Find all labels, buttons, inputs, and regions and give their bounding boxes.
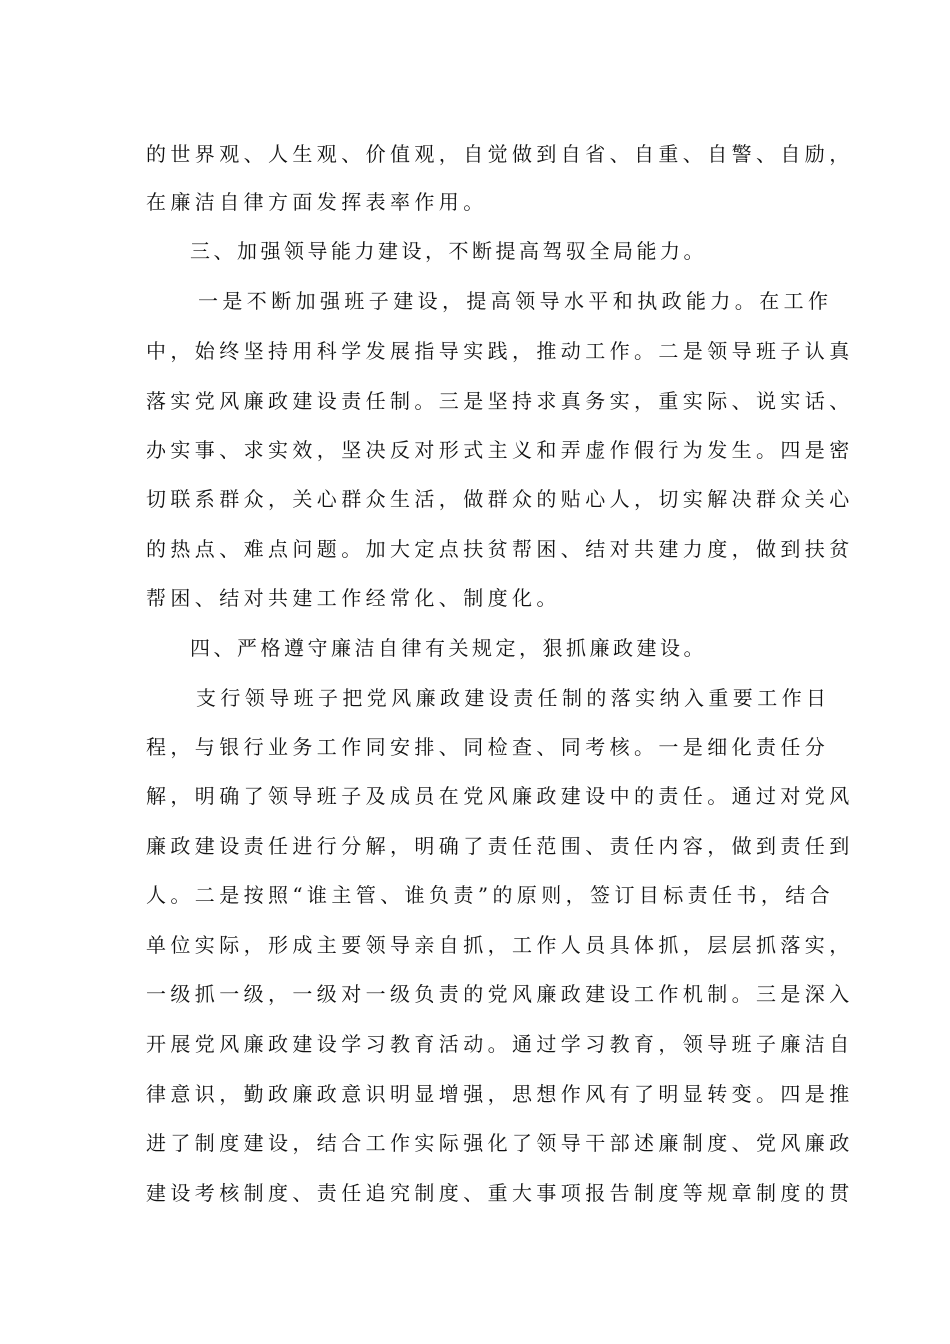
- paragraph-line-6: 落实党风廉政建设责任制。三是坚持求真务实，重实际、说实话、: [146, 389, 854, 413]
- paragraph-line-4: 一是不断加强班子建设，提高领导水平和执政能力。在工作: [198, 289, 833, 313]
- paragraph-line-20: 律意识，勤政廉政意识明显增强，思想作风有了明显转变。四是推: [146, 1082, 854, 1106]
- section-heading-4: 四、严格遵守廉洁自律有关规定，狠抓廉政建设。: [190, 636, 707, 660]
- paragraph-line-12: 支行领导班子把党风廉政建设责任制的落实纳入重要工作日: [196, 686, 831, 710]
- paragraph-line-17: 单位实际，形成主要领导亲自抓，工作人员具体抓，层层抓落实，: [146, 933, 854, 957]
- paragraph-line-9: 的热点、难点问题。加大定点扶贫帮困、结对共建力度，做到扶贫: [146, 537, 854, 561]
- paragraph-line-7: 办实事、求实效，坚决反对形式主义和弄虚作假行为发生。四是密: [146, 438, 854, 462]
- paragraph-line-22: 建设考核制度、责任追究制度、重大事项报告制度等规章制度的贯: [146, 1181, 854, 1205]
- paragraph-line-19: 开展党风廉政建设学习教育活动。通过学习教育，领导班子廉洁自: [146, 1032, 854, 1056]
- paragraph-line-13: 程，与银行业务工作同安排、同检查、同考核。一是细化责任分: [146, 735, 830, 759]
- paragraph-line-5: 中，始终坚持用科学发展指导实践，推动工作。二是领导班子认真: [146, 339, 854, 363]
- paragraph-line-2: 在廉洁自律方面发挥表率作用。: [146, 190, 488, 214]
- paragraph-line-15: 廉政建设责任进行分解，明确了责任范围、责任内容，做到责任到: [146, 834, 854, 858]
- section-heading-3: 三、加强领导能力建设，不断提高驾驭全局能力。: [190, 239, 707, 263]
- paragraph-line-16: 人。二是按照“谁主管、谁负责”的原则，签订目标责任书，结合: [146, 883, 835, 907]
- paragraph-line-1: 的世界观、人生观、价值观，自觉做到自省、自重、自警、自励，: [146, 142, 854, 166]
- paragraph-line-21: 进了制度建设，结合工作实际强化了领导干部述廉制度、党风廉政: [146, 1131, 854, 1155]
- paragraph-line-10: 帮困、结对共建工作经常化、制度化。: [146, 586, 561, 610]
- paragraph-line-8: 切联系群众，关心群众生活，做群众的贴心人，切实解决群众关心: [146, 487, 854, 511]
- paragraph-line-14: 解，明确了领导班子及成员在党风廉政建设中的责任。通过对党风: [146, 784, 854, 808]
- paragraph-line-18: 一级抓一级，一级对一级负责的党风廉政建设工作机制。三是深入: [146, 982, 854, 1006]
